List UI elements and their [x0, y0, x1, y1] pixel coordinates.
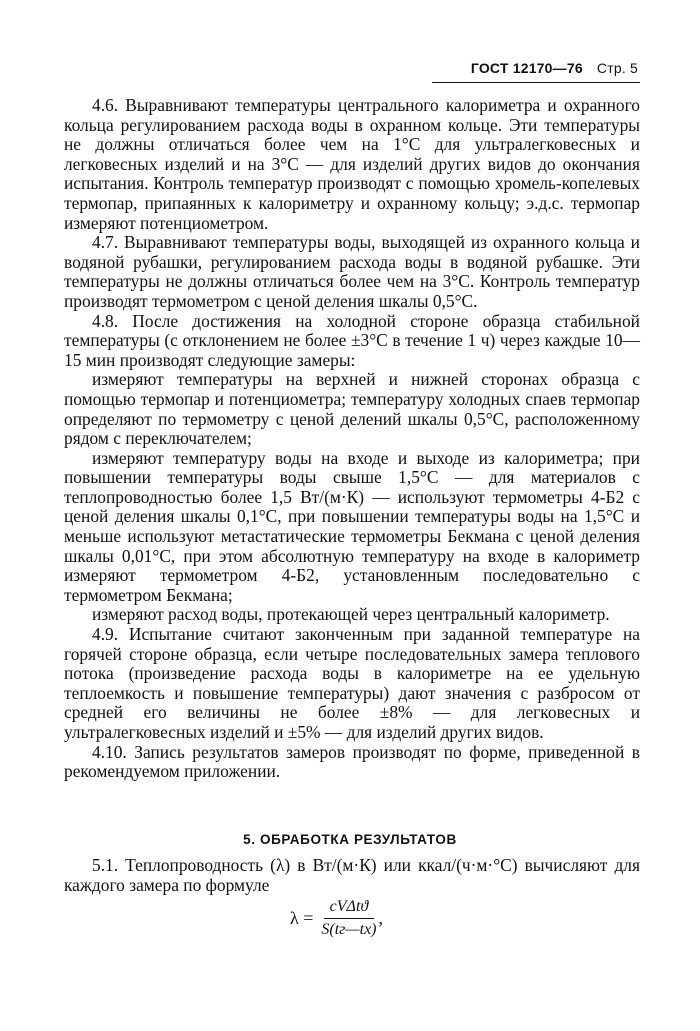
paragraph-4-8: 4.8. После достижения на холодной стороне образца стабильной температуры (с отклонением не более ±3°С в течение 1 ч) через каждые 10—15 мин производят следующие замеры: [64, 310, 640, 370]
formula-numerator: cVΔtϑ [324, 898, 375, 919]
formula-denominator: S(tг—tх) [321, 921, 377, 938]
paragraph-4-8-item-3: измеряют расход воды, протекающей через центральный калориметр. [92, 604, 610, 625]
page-header [471, 60, 638, 76]
formula-tail: , [378, 908, 384, 928]
paragraph-4-6: 4.6. Выравнивают температуры центрального калориметра и охранного кольца регулированием расхода воды в охранном кольце. Эти температуры не должны отличаться более чем на 1°С для ультралегковесных и легковесных изделий и на 3°С — для изделий других видов до окончания испытания. Контроль температур производят с помощью хромель-копелевых термопар, припаянных к калориметру и охранному кольцу; э.д.с. термопар измеряют потенциометром. [64, 95, 640, 233]
formula-lhs: λ = [290, 908, 314, 928]
section-title: 5. ОБРАБОТКА РЕЗУЛЬТАТОВ [243, 832, 457, 847]
thermal-conductivity-formula [290, 898, 383, 939]
formula-fraction [321, 898, 376, 939]
paragraph-5-1: 5.1. Теплопроводность (λ) в Вт/(м·К) или ккал/(ч·м·°С) вычисляют для каждого замера по формуле [64, 855, 640, 895]
body-text [64, 96, 640, 782]
paragraph-4-7: 4.7. Выравнивают температуры воды, выходящей из охранного кольца и водяной рубашки, регулированием расхода воды в водяной рубашке. Эти температуры не должны отличаться более чем на 3°С. Контроль температур производят термометром с ценой деления шкалы 0,5°С. [64, 232, 640, 311]
paragraph-4-8-item-2: измеряют температуру воды на входе и выходе из калориметра; при повышении температуры воды свыше 1,5°С — для материалов с теплопроводностью более 1,5 Вт/(м·К) — используют термометры 4-Б2 с ценой деления шкалы 0,1°С, при повышении температуры воды на 1,5°С и меньше используют метастатические термометры Бекмана с ценой деления шкалы 0,01°С, при этом абсолютную температуру на входе в калориметр измеряют термометром 4-Б2, установленным последовательно с термометром Бекмана; [64, 447, 640, 605]
page-number: Стр. 5 [596, 60, 638, 76]
section-body-text [64, 856, 640, 895]
paragraph-4-10: 4.10. Запись результатов замеров производят по форме, приведенной в рекомендуемом приложении. [64, 741, 640, 782]
paragraph-4-9: 4.9. Испытание считают законченным при заданной температуре на горячей стороне образца, если четыре последовательных замера теплового потока (произведение расхода воды в калориметре на ее удельную теплоемкость и повышение температуры) дают значения с разбросом от средней его величины не более ±8% — для легковесных и ультралегковесных изделий и ±5% — для изделий других видов. [64, 624, 640, 742]
header-rule [432, 82, 640, 83]
paragraph-4-8-item-1: измеряют температуры на верхней и нижней сторонах образца с помощью термопар и потенциометра; температуру холодных спаев термопар определяют по термометру с ценой делений шкалы 0,5°С, расположенному рядом с переключателем; [64, 369, 640, 449]
standard-number: ГОСТ 12170—76 [470, 60, 583, 76]
